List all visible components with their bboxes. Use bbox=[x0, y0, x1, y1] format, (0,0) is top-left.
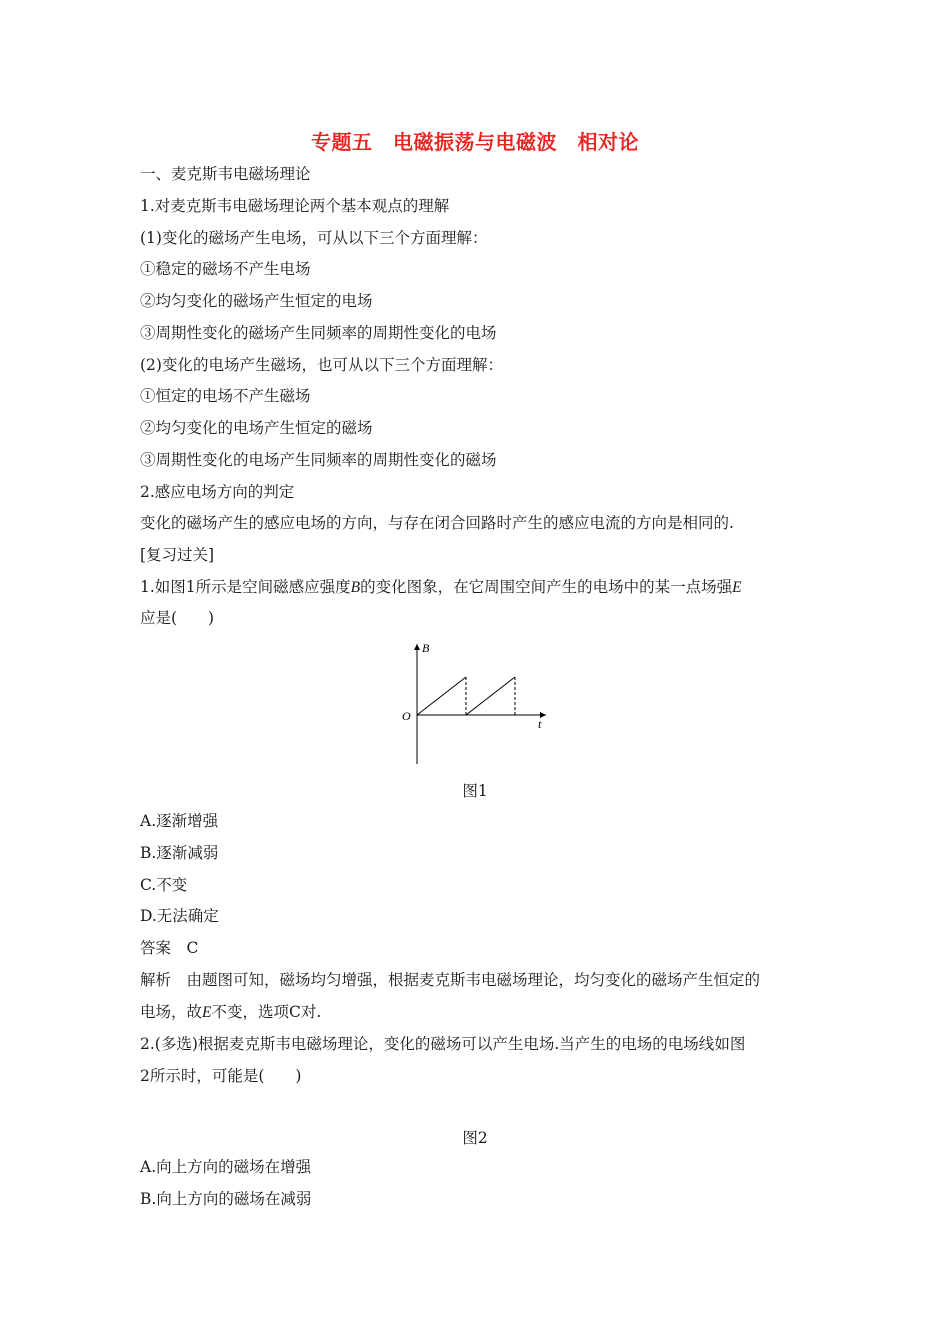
var-e: E bbox=[732, 579, 742, 596]
analysis-line-1: 解析 由题图可知，磁场均匀增强，根据麦克斯韦电磁场理论，均匀变化的磁场产生恒定的 bbox=[140, 971, 761, 989]
text-line: ①恒定的电场不产生磁场 bbox=[140, 387, 311, 405]
question-2-stem-cont: 2所示时，可能是( ) bbox=[140, 1067, 302, 1085]
option-c: C.不变 bbox=[140, 876, 188, 894]
text-line: 变化的磁场产生的感应电场的方向，与存在闭合回路时产生的感应电流的方向是相同的. bbox=[140, 514, 734, 532]
var-e: E bbox=[202, 1004, 212, 1021]
text-line: ③周期性变化的电场产生同频率的周期性变化的磁场 bbox=[140, 451, 497, 469]
option-b: B.逐渐减弱 bbox=[140, 844, 219, 862]
analysis-line-2: 电场，故E不变，选项C对. bbox=[140, 1003, 322, 1021]
figure-1-caption: 图1 bbox=[462, 782, 488, 800]
figure-2-caption: 图2 bbox=[462, 1129, 488, 1147]
y-axis-label: B bbox=[422, 641, 430, 655]
page-title: 专题五 电磁振荡与电磁波 相对论 bbox=[311, 130, 639, 154]
origin-label: O bbox=[402, 709, 411, 723]
answer: 答案 C bbox=[140, 939, 199, 957]
sawtooth-ramp-1 bbox=[417, 677, 466, 715]
text-line: ①稳定的磁场不产生电场 bbox=[140, 260, 311, 278]
review-heading: [复习过关] bbox=[140, 546, 215, 564]
figure-1-graph bbox=[396, 636, 556, 768]
text-line: ②均匀变化的磁场产生恒定的电场 bbox=[140, 292, 373, 310]
option-d: D.无法确定 bbox=[140, 907, 219, 925]
var-b: B bbox=[350, 579, 361, 596]
text-line: (2)变化的电场产生磁场，也可从以下三个方面理解： bbox=[140, 356, 503, 374]
x-axis-label: t bbox=[538, 717, 542, 731]
text-line: ③周期性变化的磁场产生同频率的周期性变化的电场 bbox=[140, 324, 497, 342]
text-line: (1)变化的磁场产生电场，可从以下三个方面理解： bbox=[140, 229, 488, 247]
sawtooth-ramp-2 bbox=[466, 677, 515, 715]
text-line: ②均匀变化的电场产生恒定的磁场 bbox=[140, 419, 373, 437]
question-1-stem-cont: 应是( ) bbox=[140, 609, 215, 627]
q2-option-a: A.向上方向的磁场在增强 bbox=[140, 1158, 312, 1176]
question-2-stem: 2.(多选)根据麦克斯韦电磁场理论，变化的磁场可以产生电场.当产生的电场的电场线如图 bbox=[140, 1035, 746, 1053]
subheading-1: 1.对麦克斯韦电磁场理论两个基本观点的理解 bbox=[140, 197, 450, 215]
q2-option-b: B.向上方向的磁场在减弱 bbox=[140, 1190, 312, 1208]
question-1-stem: 1.如图1所示是空间磁感应强度B的变化图象，在它周围空间产生的电场中的某一点场强E bbox=[140, 578, 742, 596]
option-a: A.逐渐增强 bbox=[140, 812, 219, 830]
subheading-2: 2.感应电场方向的判定 bbox=[140, 483, 295, 501]
section-heading: 一、麦克斯韦电磁场理论 bbox=[140, 165, 311, 183]
